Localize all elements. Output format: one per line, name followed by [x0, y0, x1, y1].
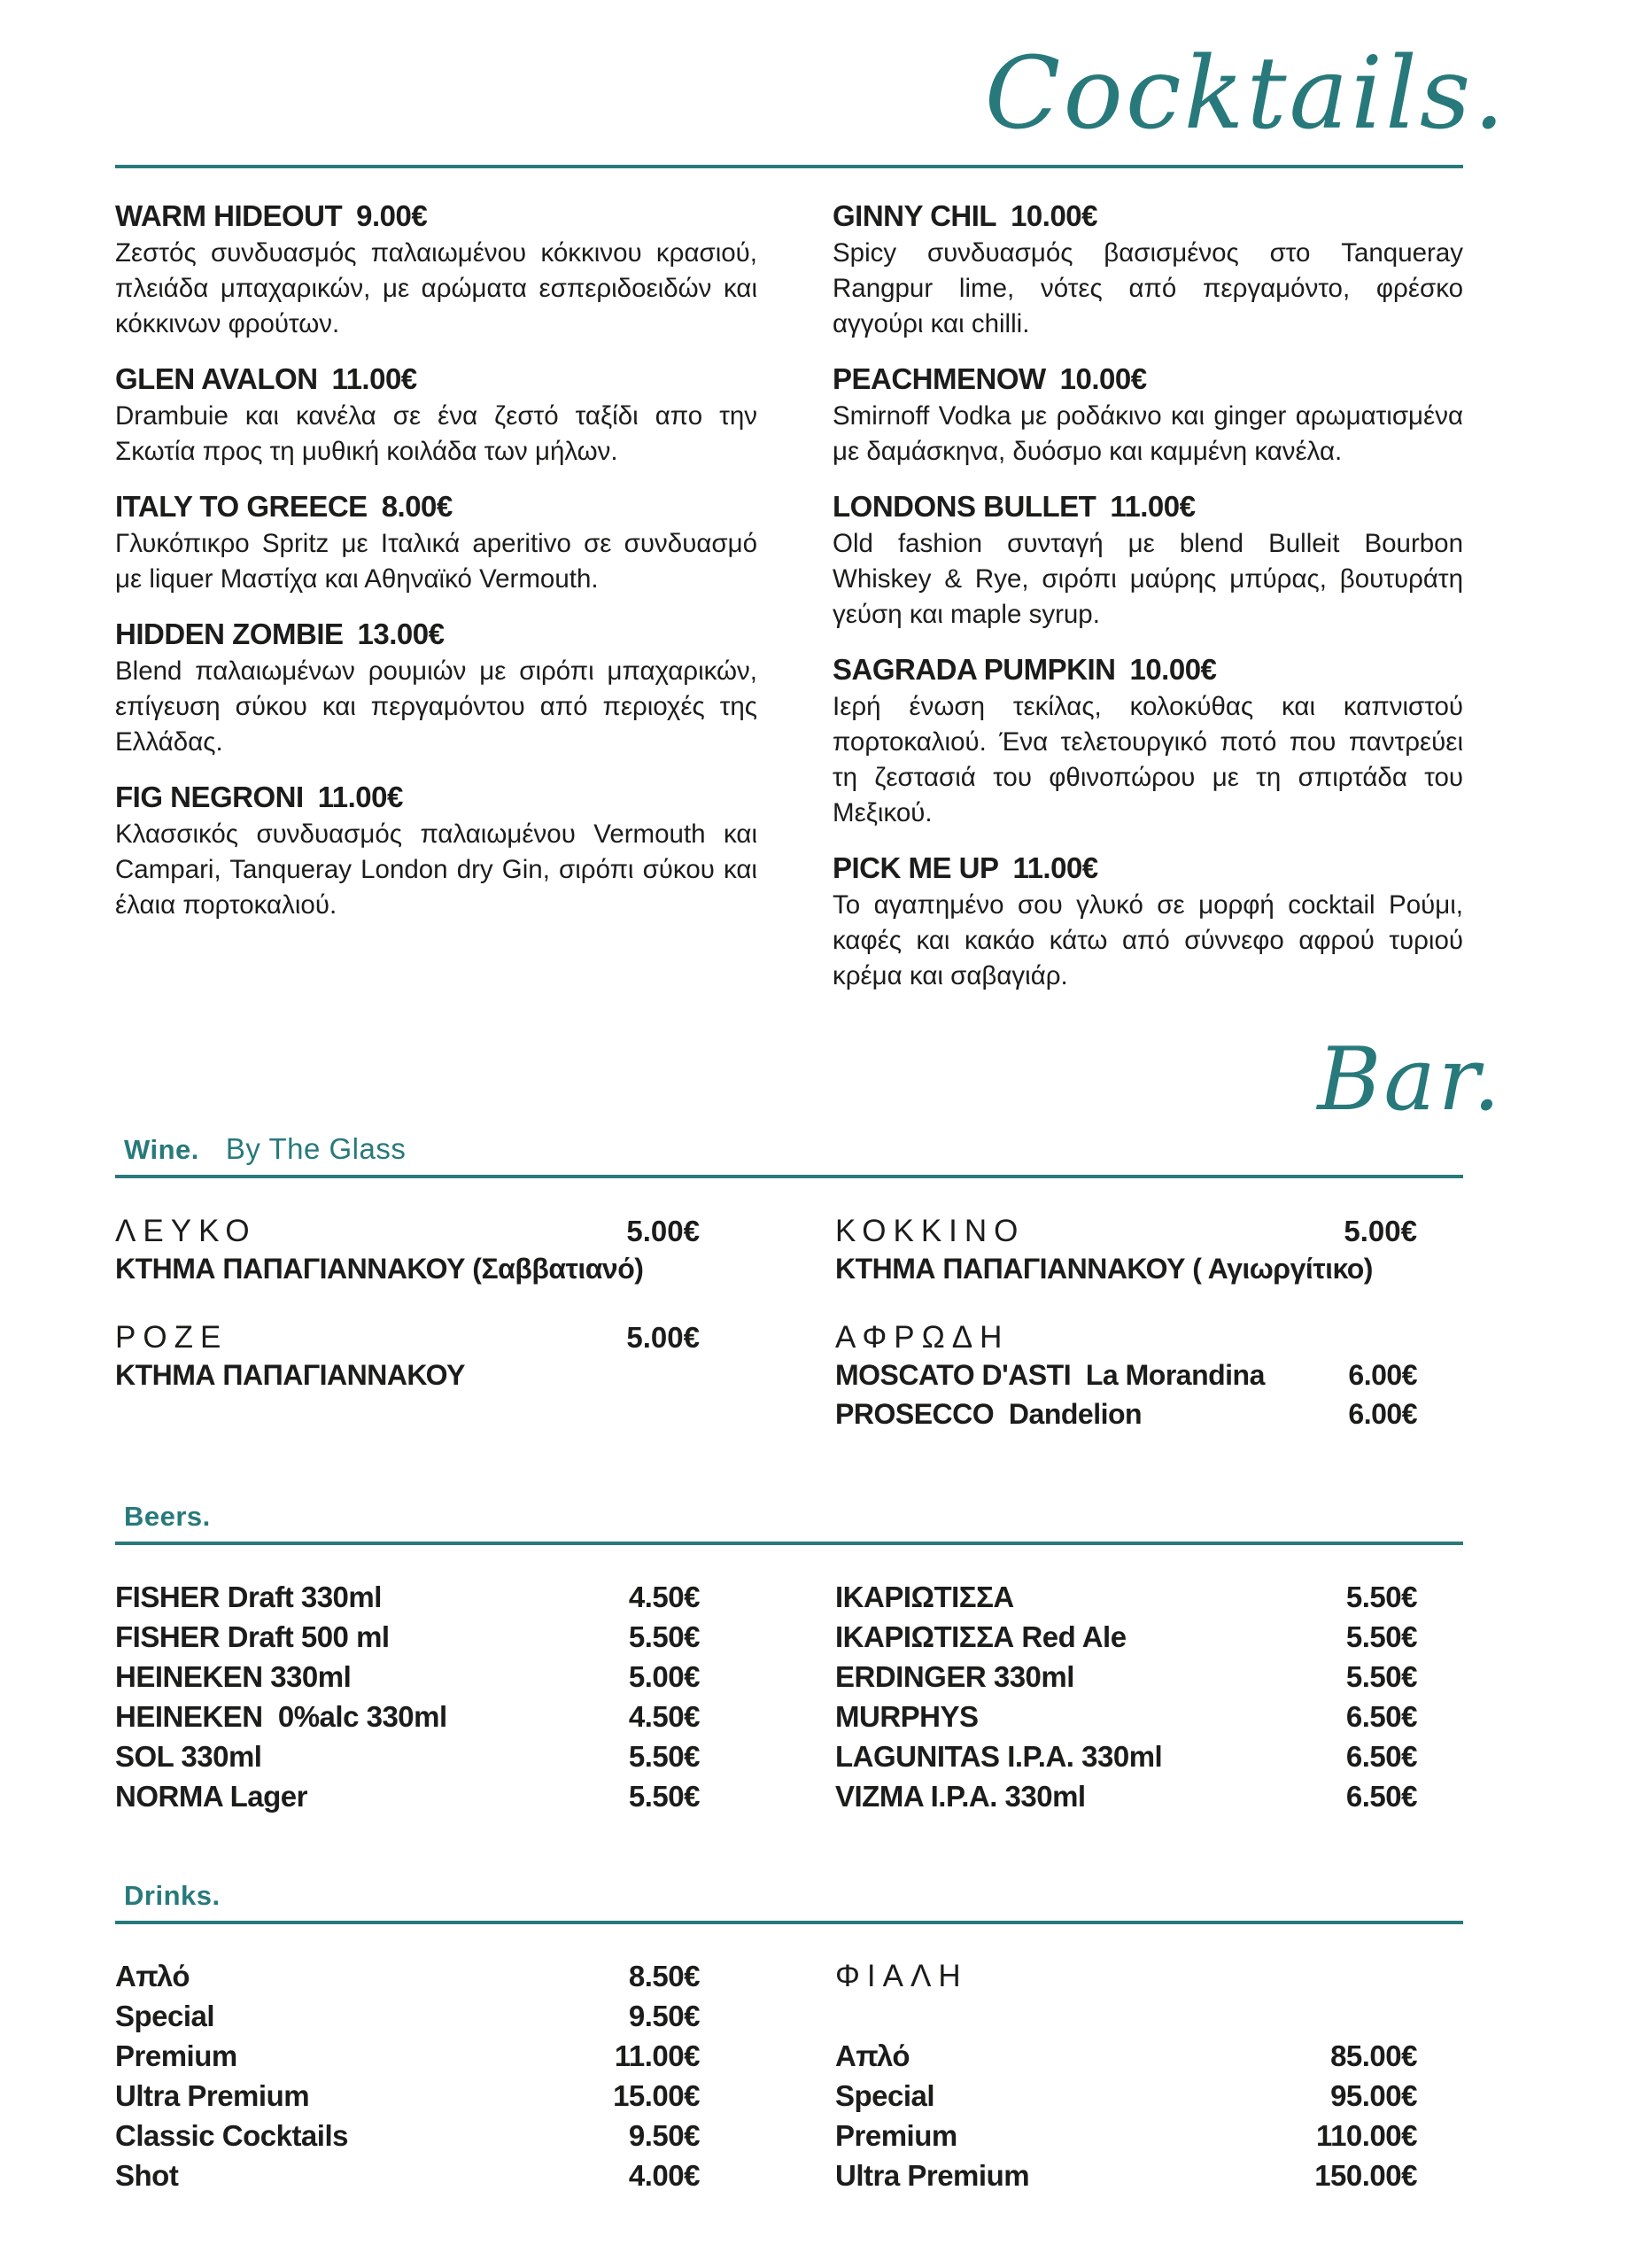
item-price: 10.00€ — [1059, 362, 1147, 396]
wine-producer: ΚΤΗΜΑ ΠΑΠΑΓΙΑΝΝΑΚΟΥ — [115, 1358, 465, 1391]
wine-subheading: By The Glass — [225, 1131, 407, 1165]
drink-name: Special — [115, 1999, 215, 2032]
wine-price: 5.00€ — [626, 1320, 700, 1354]
item-name: GLEN AVALON — [115, 362, 318, 396]
item-heading — [833, 198, 1463, 234]
wine-price: 5.00€ — [626, 1214, 700, 1247]
wine-product-name: PROSECCO Dandelion — [835, 1397, 1143, 1430]
wine-producer: ΚΤΗΜΑ ΠΑΠΑΓΙΑΝΝΑΚΟΥ (Σαββατιανό) — [115, 1252, 644, 1285]
drink-name: Classic Cocktails — [115, 2118, 348, 2152]
beer-name: FISHER Draft 330ml — [115, 1580, 382, 1613]
item-name: ITALY TO GREECE — [115, 490, 368, 524]
wine-product-price: 6.00€ — [1348, 1397, 1417, 1430]
wine-right-column — [835, 1214, 1417, 1465]
item-name: PEACHMENOW — [833, 362, 1046, 396]
wine-product-row — [835, 1394, 1417, 1433]
menu-item-ginny-chil — [833, 198, 1463, 342]
item-description: Γλυκόπικρο Spritz με Ιταλικά aperitivo σε συνδυασμό με liquer Μαστίχα και Αθηναϊκό Vermouth. — [115, 529, 757, 594]
item-name: PICK ME UP — [833, 851, 999, 885]
wine-variety: ΛΕΥΚΟ — [115, 1213, 257, 1248]
item-heading — [833, 652, 1463, 687]
item-heading — [115, 198, 757, 234]
beer-name: ERDINGER 330ml — [835, 1659, 1074, 1693]
drink-name: Ultra Premium — [835, 2158, 1030, 2192]
beer-row — [835, 1736, 1417, 1776]
beer-row — [115, 1697, 700, 1736]
drink-row — [115, 2155, 700, 2195]
menu-item-warm-hideout — [115, 198, 757, 342]
drink-price: 4.00€ — [628, 2158, 700, 2192]
drink-name: Απλό — [115, 1959, 190, 1992]
item-name: HIDDEN ZOMBIE — [115, 617, 344, 651]
beer-price: 5.50€ — [628, 1779, 700, 1813]
beer-row — [115, 1736, 700, 1776]
beer-name: MURPHYS — [835, 1699, 979, 1733]
item-description: Drambuie και κανέλα σε ένα ζεστό ταξίδι απο την Σκωτία προς τη μυθική κοιλάδα των μήλων. — [115, 401, 757, 467]
beer-name: VIZMA I.P.A. 330ml — [835, 1779, 1086, 1813]
drink-name: Special — [835, 2078, 935, 2112]
wine-product-name: MOSCATO D'ASTI La Morandina — [835, 1358, 1265, 1391]
item-description: Το αγαπημένο σου γλυκό σε μορφή cocktail Ρούμι, καφές και κακάο κάτω από σύννεφο αφρού τυριού κρέμα και σαβαγιάρ. — [833, 890, 1463, 991]
beer-row — [115, 1577, 700, 1617]
divider-beers — [115, 1542, 1463, 1545]
divider-wine — [115, 1175, 1463, 1178]
item-price: 11.00€ — [1110, 490, 1196, 524]
bottle-column-header: ΦΙΑΛΗ — [835, 1958, 968, 1993]
wine-variety: ΚΟΚΚΙΝΟ — [835, 1213, 1026, 1248]
beer-price: 6.50€ — [1345, 1699, 1417, 1733]
item-price: 10.00€ — [1011, 199, 1098, 233]
drink-row — [835, 2076, 1417, 2116]
beer-price: 6.50€ — [1345, 1779, 1417, 1813]
menu-item-hidden-zombie — [115, 617, 757, 760]
item-heading — [833, 489, 1463, 524]
beers-right-column — [835, 1577, 1417, 1816]
item-price: 9.00€ — [356, 199, 428, 233]
item-price: 8.00€ — [381, 490, 453, 524]
beer-name: HEINEKEN 0%alc 330ml — [115, 1699, 447, 1733]
beer-price: 5.50€ — [1345, 1659, 1417, 1693]
wine-item-roze — [115, 1320, 700, 1394]
beer-row — [835, 1617, 1417, 1657]
drink-row — [115, 2076, 700, 2116]
item-name: WARM HIDEOUT — [115, 199, 343, 233]
beer-row — [835, 1577, 1417, 1617]
wine-grid — [115, 1214, 1463, 1465]
beer-name: HEINEKEN 330ml — [115, 1659, 352, 1693]
beer-row — [115, 1617, 700, 1657]
wine-variety: ΑΦΡΩΔΗ — [835, 1319, 1010, 1355]
item-description: Blend παλαιωμένων ρουμιών με σιρόπι μπαχαρικών, επίγευση σύκου και περγαμόντου από περιοχές της Ελλάδας. — [115, 656, 757, 757]
bar-script-title: Bar. — [1317, 1029, 1503, 1131]
wine-title-row — [835, 1214, 1417, 1249]
wine-left-column — [115, 1214, 700, 1465]
item-heading — [833, 850, 1463, 886]
divider-cocktails — [115, 165, 1463, 168]
wine-price: 5.00€ — [1344, 1214, 1417, 1247]
drink-row — [115, 1996, 700, 2036]
drink-price: 8.50€ — [628, 1959, 700, 1992]
wine-product-row — [835, 1355, 1417, 1394]
item-description: Ζεστός συνδυασμός παλαιωμένου κόκκινου κρασιού, πλειάδα μπαχαρικών, με αρώματα εσπεριδοειδών και κόκκινων φρούτων. — [115, 238, 757, 339]
drinks-section — [115, 1880, 1463, 2195]
beer-price: 4.50€ — [628, 1580, 700, 1613]
drink-price: 110.00€ — [1316, 2118, 1417, 2152]
wine-band-header — [115, 1132, 1463, 1166]
beer-price: 5.50€ — [628, 1619, 700, 1653]
drink-price: 9.50€ — [628, 1999, 700, 2032]
wine-item-kokkino — [835, 1214, 1417, 1288]
cocktails-left-column — [115, 198, 757, 1014]
drink-name: Premium — [835, 2118, 957, 2152]
item-description: Ιερή ένωση τεκίλας, κολοκύθας και καπνιστού πορτοκαλιού. Ένα τελετουργικό ποτό που παντρεύει τη ζεστασιά του φθινοπώρου με τη σπιρτάδα του Μεξικού. — [833, 692, 1463, 828]
wine-heading: Wine. — [124, 1133, 199, 1165]
item-heading — [115, 617, 757, 652]
menu-item-pick-me-up — [833, 850, 1463, 994]
drinks-left-column — [115, 1956, 700, 2195]
beer-row — [835, 1697, 1417, 1736]
beer-price: 4.50€ — [628, 1699, 700, 1733]
beers-grid — [115, 1577, 1463, 1816]
wine-product-price: 6.00€ — [1348, 1358, 1417, 1391]
beer-price: 5.50€ — [1345, 1580, 1417, 1613]
menu-item-sagrada-pumpkin — [833, 652, 1463, 831]
item-description: Spicy συνδυασμός βασισμένος στο Tanqueray Rangpur lime, νότες από περγαμόντο, φρέσκο αγγούρι και chilli. — [833, 238, 1463, 339]
wine-title-row — [115, 1214, 700, 1249]
beer-name: ΙΚΑΡΙΩΤΙΣΣΑ — [835, 1580, 1014, 1613]
beer-name: NORMA Lager — [115, 1779, 307, 1813]
drinks-right-column — [835, 1956, 1417, 2195]
drink-name: Premium — [115, 2039, 237, 2072]
drink-price: 85.00€ — [1330, 2039, 1417, 2072]
drink-name: Ultra Premium — [115, 2078, 310, 2112]
drink-row — [115, 2036, 700, 2076]
beers-left-column — [115, 1577, 700, 1816]
cocktails-script-title: Cocktails. — [984, 36, 1507, 151]
item-price: 10.00€ — [1129, 653, 1217, 687]
wine-item-lefko — [115, 1214, 700, 1288]
beer-name: SOL 330ml — [115, 1739, 262, 1773]
item-name: FIG NEGRONI — [115, 781, 304, 814]
cocktails-right-column — [833, 198, 1463, 1014]
wine-variety: ΡΟΖΕ — [115, 1319, 229, 1355]
item-heading — [833, 361, 1463, 397]
beer-name: ΙΚΑΡΙΩΤΙΣΣΑ Red Ale — [835, 1619, 1127, 1653]
menu-item-fig-negroni — [115, 780, 757, 923]
beer-price: 5.50€ — [1345, 1619, 1417, 1653]
drink-price: 15.00€ — [613, 2078, 700, 2112]
drink-row — [835, 2036, 1417, 2076]
wine-item-afrodi — [835, 1320, 1417, 1433]
item-name: LONDONS BULLET — [833, 490, 1096, 524]
item-description: Κλασσικός συνδυασμός παλαιωμένου Vermouth και Campari, Tanqueray London dry Gin, σιρόπι σύκου και έλαια πορτοκαλιού. — [115, 819, 757, 920]
drink-price: 95.00€ — [1330, 2078, 1417, 2112]
menu-item-italy-to-greece — [115, 489, 757, 597]
drink-row — [835, 2155, 1417, 2195]
beer-row — [115, 1657, 700, 1697]
menu-item-glen-avalon — [115, 361, 757, 470]
beers-section — [115, 1501, 1463, 1816]
drinks-grid — [115, 1956, 1463, 2195]
item-heading — [115, 489, 757, 524]
beers-band-header — [115, 1501, 1463, 1533]
wine-title-row — [115, 1320, 700, 1355]
menu-item-londons-bullet — [833, 489, 1463, 633]
drink-price: 9.50€ — [628, 2118, 700, 2152]
drink-row — [115, 2116, 700, 2155]
wine-producer: ΚΤΗΜΑ ΠΑΠΑΓΙΑΝΝΑΚΟΥ ( Αγιωργίτικο) — [835, 1252, 1373, 1285]
item-price: 13.00€ — [357, 617, 445, 651]
beer-name: FISHER Draft 500 ml — [115, 1619, 390, 1653]
drink-price: 11.00€ — [614, 2039, 700, 2072]
item-description: Smirnoff Vodka με ροδάκινο και ginger αρωματισμένα με δαμάσκηνα, δυόσμο και καμμένη κανέλα. — [833, 401, 1463, 467]
beer-price: 5.00€ — [628, 1659, 700, 1693]
menu-item-peachmenow — [833, 361, 1463, 470]
drinks-heading: Drinks. — [124, 1879, 221, 1911]
wine-section — [115, 1132, 1463, 1465]
beer-row — [835, 1776, 1417, 1816]
beer-price: 6.50€ — [1345, 1739, 1417, 1773]
drink-row — [835, 2116, 1417, 2155]
beers-heading: Beers. — [124, 1500, 211, 1532]
item-heading — [115, 361, 757, 397]
drink-row — [115, 1956, 700, 1996]
item-price: 11.00€ — [317, 781, 403, 814]
drink-name: Απλό — [835, 2039, 910, 2072]
item-name: GINNY CHIL — [833, 199, 997, 233]
wine-title-row — [835, 1320, 1417, 1355]
item-price: 11.00€ — [1012, 851, 1098, 885]
item-heading — [115, 780, 757, 815]
divider-drinks — [115, 1921, 1463, 1924]
beer-row — [115, 1776, 700, 1816]
cocktails-section — [115, 198, 1463, 1014]
item-name: SAGRADA PUMPKIN — [833, 653, 1116, 687]
item-description: Old fashion συνταγή με blend Bulleit Bourbon Whiskey & Rye, σιρόπι μαύρης μπύρας, βουτυράτη γεύση και maple syrup. — [833, 529, 1463, 630]
drinks-band-header — [115, 1880, 1463, 1912]
beer-price: 5.50€ — [628, 1739, 700, 1773]
item-price: 11.00€ — [331, 362, 417, 396]
drink-name: Shot — [115, 2158, 179, 2192]
beer-row — [835, 1657, 1417, 1697]
drink-price: 150.00€ — [1314, 2158, 1417, 2192]
beer-name: LAGUNITAS I.P.A. 330ml — [835, 1739, 1163, 1773]
